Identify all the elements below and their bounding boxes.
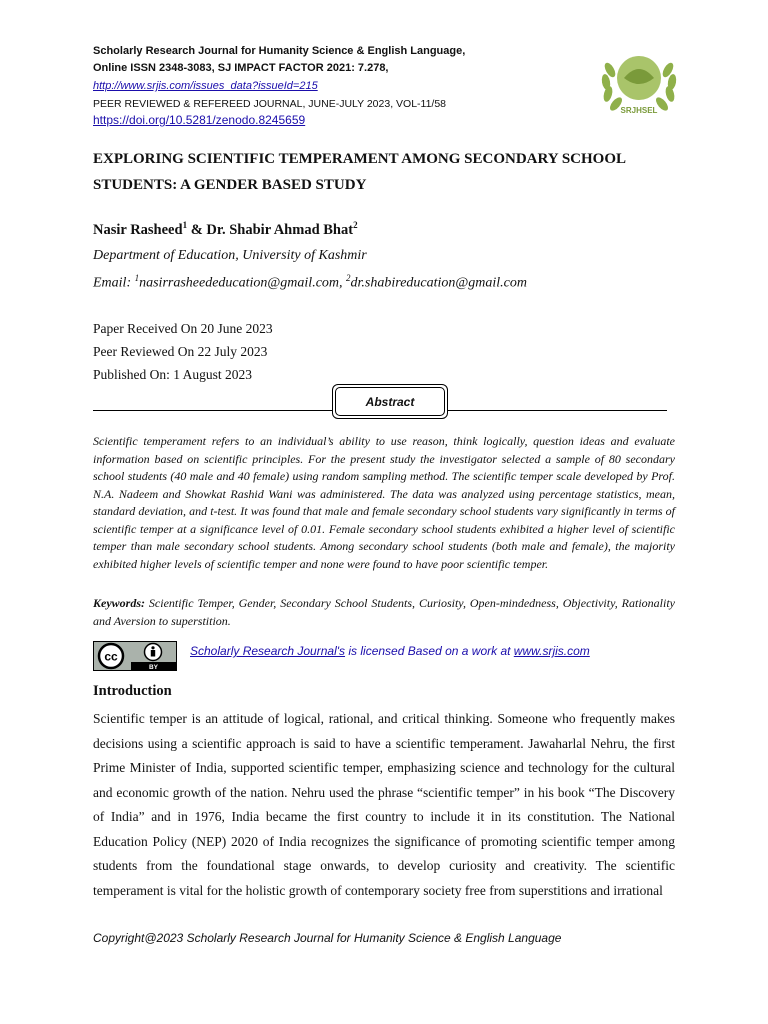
author-2: Dr. Shabir Ahmad Bhat [206, 221, 354, 238]
keywords [93, 595, 675, 630]
site-link[interactable]: www.srjis.com [513, 644, 590, 658]
keywords-text: Scientific Temper, Gender, Secondary School Students, Curiosity, Open-mindedness, Objectivity, Rationality and Aversion to superstition. [93, 596, 675, 628]
copyright-footer: Copyright@2023 Scholarly Research Journal for Humanity Science & English Language [93, 931, 562, 945]
date-published: Published On: 1 August 2023 [93, 367, 253, 382]
author-and: & [187, 221, 207, 238]
peer-review-line: PEER REVIEWED & REFEREED JOURNAL, JUNE-JULY 2023, VOL-11/58 [93, 98, 447, 110]
author-2-sup: 2 [353, 220, 358, 230]
cc-by-badge[interactable] [93, 641, 177, 671]
abstract-text: Scientific temperament refers to an individual’s ability to use reason, think logically, question ideas and evaluate information based on scientific principles. For the present study the investigator selected a sample of 80 secondary school students (40 male and 40 female) using random sampling method. The scientific temper scale developed by Prof. N.A. Nadeem and Showkat Rashid Wani was administered. The data was analyzed using percentage statistics, mean, standard deviation, and t-test. It was found that male and female secondary school students vary significantly in terms of scientific temper at a significance level of 0.01. Female secondary school students exhibited a higher level of scientific temper than male secondary school students. Among secondary school students (both male and female), the majority exhibited higher levels of scientific temper and none were found to have poor scientific temper. [93, 434, 675, 571]
journal-license-link[interactable]: Scholarly Research Journal's [190, 644, 346, 658]
author-1-sup: 1 [182, 220, 188, 230]
paper-title [93, 146, 693, 198]
issn-line: Online ISSN 2348-3083, SJ IMPACT FACTOR 2021: 7.278, [93, 62, 389, 74]
email-1[interactable]: nasirrasheededucation@gmail.com, [139, 275, 347, 291]
title-line-1: EXPLORING SCIENTIFIC TEMPERAMENT AMONG SECONDARY SCHOOL [93, 151, 627, 167]
introduction-text: Scientific temper is an attitude of logical, rational, and critical thinking. Someone who frequently makes decisions using a scientific approach is said to have a scientific temperament. Jawaharlal Nehru, the first Prime Minister of India, supported scientific temper, emphasizing science and technology for the cultural and economic growth of the nation. Nehru used the phrase “scientific temper” in his book “The Discovery of India” and in 1976, India became the first country to include it in its constitution. The National Education Policy (NEP) 2020 of India recognizes the significance of promoting scientific temper among students from the foundational stage onwards, to develop curiosity and creativity. The scientific temperament is vital for the holistic growth of contemporary society free from superstitions and irrational [93, 711, 675, 898]
keywords-label: Keywords: [93, 596, 145, 610]
author-line [93, 220, 358, 239]
email-2[interactable]: dr.shabireducation@gmail.com [350, 275, 527, 291]
introduction-heading: Introduction [93, 683, 172, 699]
date-received: Paper Received On 20 June 2023 [93, 321, 273, 336]
email-line [93, 273, 527, 292]
logo-text: SRJHSEL [620, 106, 658, 115]
by-text: BY [148, 664, 159, 671]
cc-icon-text: cc [104, 649, 118, 664]
date-reviewed: Peer Reviewed On 22 July 2023 [93, 344, 268, 359]
issue-link[interactable]: http://www.srjis.com/issues_data?issueId=215 [93, 80, 318, 92]
license-middle: is licensed Based on a work at [345, 644, 514, 658]
author-1: Nasir Rasheed [93, 221, 183, 238]
email-label: Email: [93, 275, 135, 291]
license-line [190, 644, 590, 658]
doi-link[interactable]: https://doi.org/10.5281/zenodo.8245659 [93, 113, 306, 127]
journal-name-line: Scholarly Research Journal for Humanity Science & English Language, [93, 45, 466, 57]
abstract-label: Abstract [335, 387, 445, 416]
email-sup-1: 1 [134, 273, 140, 283]
email-sup-2: 2 [346, 273, 351, 283]
title-line-2: STUDENTS: A GENDER BASED STUDY [93, 177, 367, 193]
journal-logo [598, 40, 680, 120]
department: Department of Education, University of Kashmir [93, 248, 367, 263]
abstract-label-box [332, 384, 448, 419]
